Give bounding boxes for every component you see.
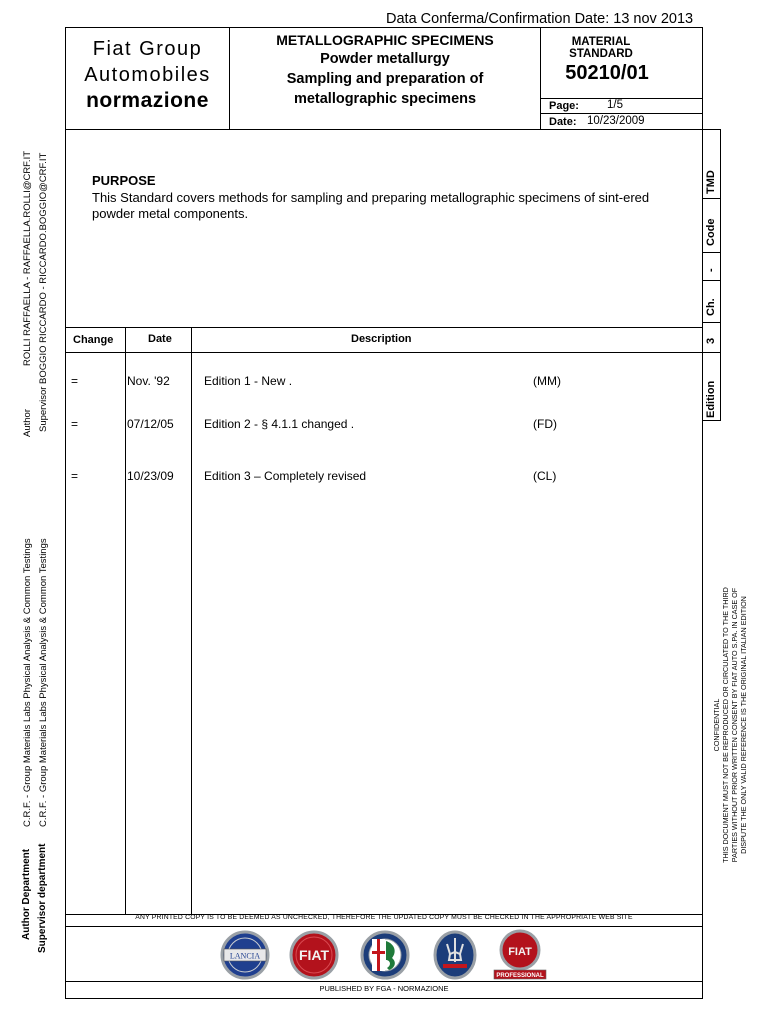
right-tab-divider-2	[703, 252, 721, 253]
fiat-professional-logo-icon	[492, 928, 548, 987]
col-header-change: Change	[73, 334, 114, 346]
row-description: Edition 2 - § 4.1.1 changed .	[204, 417, 355, 431]
row-initials: (CL)	[533, 469, 557, 483]
fiat-logo-icon	[288, 930, 340, 985]
edition-value: 3	[705, 337, 717, 344]
table-top-line	[65, 327, 703, 328]
document-frame	[65, 27, 703, 999]
confidential-line-1: CONFIDENTIAL	[712, 698, 721, 752]
row-date: 07/12/05	[127, 417, 174, 431]
col-header-description: Description	[351, 333, 412, 345]
confidential-notice	[712, 575, 748, 875]
title-sub-2: Sampling and preparation of	[286, 71, 484, 87]
fiat-professional-logo-text: FIAT	[508, 946, 532, 958]
row-change: =	[71, 417, 79, 431]
unchecked-copy-notice: ANY PRINTED COPY IS TO BE DEEMED AS UNCHECKED, THEREFORE THE UPDATED COPY MUST BE CHECKED IN THE APPROPRIATE WEB SITE	[135, 914, 633, 921]
title-sub-3: metallographic specimens	[293, 91, 477, 107]
lancia-logo-text: LANCIA	[229, 951, 261, 961]
confidential-line-2: THIS DOCUMENT MUST NOT BE REPRODUCED OR CIRCULATED TO THE THIRD	[721, 587, 730, 863]
confidential-line-3: PARTIES WITHOUT PRIOR WRITTEN CONSENT BY FIAT AUTO S.PA. IN CASE OF	[730, 587, 739, 863]
row-date: Nov. '92	[127, 374, 170, 388]
published-by: PUBLISHED BY FGA - NORMAZIONE	[319, 984, 449, 993]
row-description: Edition 1 - New .	[204, 374, 293, 388]
row-change: =	[71, 374, 79, 388]
supervisor-value: BOGGIO RICCARDO - RICCARDO.BOGGIO@CRF.IT	[38, 152, 49, 384]
alfa-romeo-logo-icon	[359, 930, 411, 985]
header-divider	[65, 129, 703, 130]
purpose-heading: PURPOSE	[92, 173, 156, 188]
professional-text: PROFESSIONAL	[496, 973, 544, 979]
standard-number: 50210/01	[565, 62, 649, 84]
brand-line-2: Automobiles	[84, 64, 211, 86]
row-description: Edition 3 – Completely revised	[204, 469, 367, 483]
row-initials: (MM)	[533, 374, 561, 388]
brand-block	[66, 36, 229, 114]
material-standard-label: MATERIAL STANDARD	[569, 36, 633, 60]
date-value: 10/23/2009	[587, 115, 645, 127]
confidential-line-4: DISPUTE THE ONLY VALID REFERENCE IS THE ORIGINAL ITALIAN EDITION	[739, 596, 748, 854]
right-tab-divider-4	[703, 322, 721, 323]
author-dept-label: Author Department	[21, 848, 32, 940]
title-sub-1: Powder metallurgy	[320, 51, 450, 67]
title-main: METALLOGRAPHIC SPECIMENS	[276, 32, 494, 48]
table-col-divider-1	[125, 327, 126, 915]
ch-value: -	[705, 268, 717, 272]
supervisor-dept-label: Supervisor department	[37, 843, 48, 953]
date-line	[540, 113, 703, 114]
row-date: 10/23/09	[127, 469, 174, 483]
row-change: =	[71, 469, 79, 483]
author-label: Author	[22, 409, 33, 437]
page-label: Page:	[549, 100, 579, 112]
right-tab-divider-1	[703, 198, 721, 199]
document-title	[230, 32, 540, 109]
purpose-text: This Standard covers methods for sampling and preparing metallographic specimens of sint-ered powder metal components.	[92, 190, 650, 221]
fiat-logo-text: FIAT	[298, 947, 330, 963]
maserati-logo-icon	[433, 930, 477, 985]
confirmation-date: Data Conferma/Confirmation Date: 13 nov 2013	[386, 11, 694, 27]
code-label: Code	[705, 218, 717, 246]
page-value: 1/5	[607, 99, 623, 111]
table-col-divider-2	[191, 327, 192, 915]
edition-label: Edition	[705, 380, 717, 418]
date-label: Date:	[549, 116, 577, 128]
code-value: TMD	[705, 170, 717, 194]
brand-line-3: normazione	[86, 89, 209, 112]
supervisor-dept-value: C.R.F. - Group Materials Labs Physical Analysis & Common Testings	[38, 538, 49, 827]
supervisor-label: Supervisor	[38, 386, 49, 432]
ch-label: Ch.	[705, 298, 717, 316]
brand-line-1: Fiat Group	[92, 38, 203, 60]
col-header-date: Date	[148, 333, 172, 345]
table-header-line	[65, 352, 703, 353]
author-dept-value: C.R.F. - Group Materials Labs Physical Analysis & Common Testings	[22, 538, 33, 827]
row-initials: (FD)	[533, 417, 557, 431]
footer-notice-line	[65, 926, 703, 927]
lancia-logo-icon	[218, 930, 272, 985]
right-tab-divider-5	[703, 352, 721, 353]
right-tab-divider-3	[703, 280, 721, 281]
author-value: ROLLI RAFFAELLA - RAFFAELLA.ROLLI@CRF.IT	[22, 150, 33, 366]
